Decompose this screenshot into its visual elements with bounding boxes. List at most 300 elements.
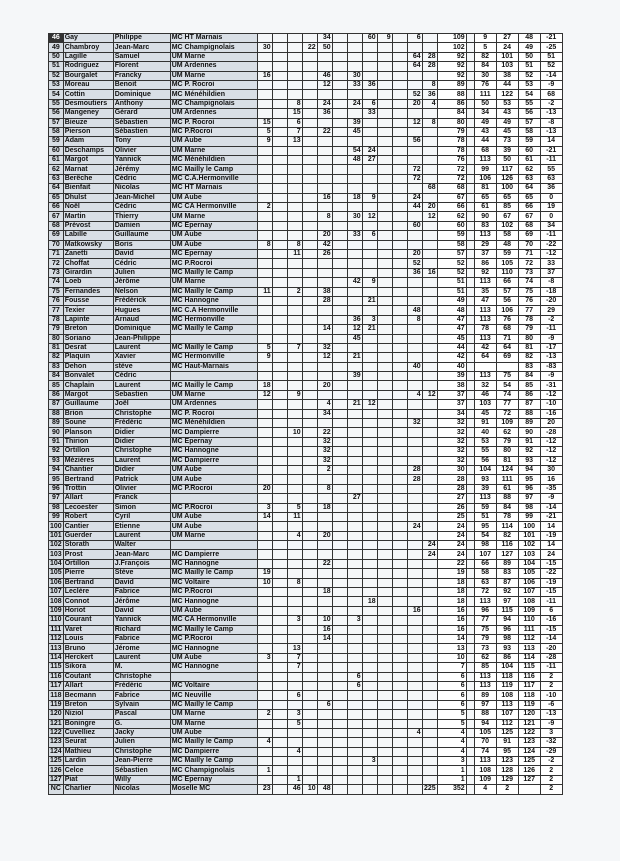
- table-row: [49, 184, 563, 193]
- score-cell: [392, 137, 407, 146]
- ranking-cell: -11: [540, 231, 562, 240]
- score-cell: [332, 503, 347, 512]
- score-cell: [272, 174, 287, 183]
- ranking-cell: 107: [496, 710, 518, 719]
- column-gap: [466, 588, 474, 597]
- score-cell: [392, 785, 407, 794]
- table-row: [49, 588, 563, 597]
- score-cell: [422, 156, 437, 165]
- score-cell: [377, 437, 392, 446]
- score-cell: 8: [422, 80, 437, 89]
- score-cell: [272, 165, 287, 174]
- table-row: [49, 785, 563, 794]
- score-cell: [287, 306, 302, 315]
- rank-cell: 54: [49, 90, 64, 99]
- score-cell: [257, 372, 272, 381]
- club-cell: MC Mailly le Camp: [170, 757, 257, 766]
- score-cell: 20: [407, 249, 422, 258]
- score-cell: [302, 419, 317, 428]
- club-cell: MC Mailly le Camp: [170, 268, 257, 277]
- score-cell: [317, 578, 332, 587]
- table-row: [49, 212, 563, 221]
- score-cell: [317, 165, 332, 174]
- total-cell: 32: [437, 437, 466, 446]
- table-row: [49, 456, 563, 465]
- score-cell: [392, 428, 407, 437]
- column-gap: [466, 578, 474, 587]
- score-cell: 10: [287, 428, 302, 437]
- name-cell: Guillaume: [63, 400, 113, 409]
- ranking-cell: 109: [474, 775, 496, 784]
- score-cell: [302, 390, 317, 399]
- score-cell: [407, 578, 422, 587]
- ranking-cell: 116: [496, 541, 518, 550]
- first-name-cell: Nelson: [113, 287, 170, 296]
- table-row: [49, 34, 563, 43]
- score-cell: [422, 287, 437, 296]
- score-cell: [362, 728, 377, 737]
- score-cell: [392, 118, 407, 127]
- name-cell: Allart: [63, 494, 113, 503]
- ranking-cell: 29: [474, 240, 496, 249]
- ranking-cell: -18: [540, 287, 562, 296]
- rank-cell: 57: [49, 118, 64, 127]
- club-cell: MC P.Rocroi: [170, 259, 257, 268]
- ranking-cell: 39: [496, 146, 518, 155]
- score-cell: [332, 99, 347, 108]
- ranking-cell: 2: [496, 785, 518, 794]
- score-cell: [392, 757, 407, 766]
- score-cell: [317, 663, 332, 672]
- score-cell: [377, 447, 392, 456]
- rank-cell: 109: [50, 607, 62, 615]
- ranking-cell: 108: [518, 597, 540, 606]
- score-cell: [332, 494, 347, 503]
- rank-cell: 98: [49, 503, 64, 512]
- score-cell: [332, 588, 347, 597]
- ranking-cell: 77: [474, 616, 496, 625]
- score-cell: [362, 165, 377, 174]
- ranking-cell: 106: [474, 174, 496, 183]
- score-cell: 48: [407, 306, 422, 315]
- score-cell: [422, 240, 437, 249]
- table-row: [49, 306, 563, 315]
- score-cell: 30: [257, 43, 272, 52]
- score-cell: [332, 52, 347, 61]
- name-cell: Pierre: [63, 569, 113, 578]
- table-row: [49, 268, 563, 277]
- column-gap: [466, 531, 474, 540]
- ranking-cell: 97: [518, 494, 540, 503]
- ranking-cell: 86: [518, 390, 540, 399]
- score-cell: [272, 728, 287, 737]
- score-cell: 6: [317, 700, 332, 709]
- score-cell: [332, 719, 347, 728]
- ranking-cell: 53: [474, 437, 496, 446]
- score-cell: 1: [287, 775, 302, 784]
- score-cell: [302, 653, 317, 662]
- score-cell: [422, 43, 437, 52]
- name-cell: Horiot: [63, 606, 113, 615]
- score-cell: [422, 475, 437, 484]
- score-cell: 34: [317, 34, 332, 43]
- score-cell: [422, 419, 437, 428]
- table-row: [49, 231, 563, 240]
- ranking-cell: 96: [518, 484, 540, 493]
- column-gap: [466, 616, 474, 625]
- score-cell: [377, 710, 392, 719]
- rank-cell: 61: [49, 156, 64, 165]
- score-cell: [377, 203, 392, 212]
- score-cell: [332, 512, 347, 521]
- score-cell: [272, 249, 287, 258]
- score-cell: 2: [317, 465, 332, 474]
- club-cell: MC P. Rocroi: [170, 409, 257, 418]
- ranking-cell: 76: [496, 315, 518, 324]
- rank-cell: 126: [50, 766, 62, 774]
- score-cell: [407, 109, 422, 118]
- score-cell: [362, 541, 377, 550]
- score-cell: 60: [362, 34, 377, 43]
- ranking-cell: 43: [496, 109, 518, 118]
- first-name-cell: Thierry: [113, 212, 170, 221]
- name-cell: Ortillon: [63, 447, 113, 456]
- table-row: [49, 62, 563, 71]
- score-cell: [392, 465, 407, 474]
- name-cell: Bieuze: [63, 118, 113, 127]
- first-name-cell: Jérôme: [113, 278, 170, 287]
- first-name-cell: Laurent: [113, 456, 170, 465]
- score-cell: [287, 71, 302, 80]
- score-cell: 14: [317, 325, 332, 334]
- column-gap: [466, 512, 474, 521]
- name-cell: Deschamps: [63, 146, 113, 155]
- score-cell: [302, 156, 317, 165]
- score-cell: [272, 437, 287, 446]
- ranking-cell: 79: [496, 437, 518, 446]
- score-cell: [302, 559, 317, 568]
- ranking-cell: 123: [496, 757, 518, 766]
- score-cell: [332, 522, 347, 531]
- name-cell: Bruno: [63, 644, 113, 653]
- rank-cell: 89: [49, 419, 64, 428]
- score-cell: [272, 372, 287, 381]
- ranking-cell: 75: [518, 287, 540, 296]
- ranking-cell: 2: [540, 775, 562, 784]
- club-cell: MC Epernay: [170, 437, 257, 446]
- table-row: [49, 625, 563, 634]
- ranking-cell: 55: [474, 447, 496, 456]
- score-cell: [392, 597, 407, 606]
- score-cell: [422, 644, 437, 653]
- score-cell: [302, 62, 317, 71]
- score-cell: [422, 672, 437, 681]
- score-cell: [332, 90, 347, 99]
- ranking-cell: 65: [474, 193, 496, 202]
- name-cell: Girardin: [63, 268, 113, 277]
- table-row: [49, 757, 563, 766]
- first-name-cell: David: [113, 578, 170, 587]
- score-cell: 20: [317, 381, 332, 390]
- score-cell: [317, 719, 332, 728]
- ranking-cell: 48: [518, 34, 540, 43]
- first-name-cell: Jean-Philippe: [113, 334, 170, 343]
- ranking-cell: 80: [496, 447, 518, 456]
- column-gap: [466, 306, 474, 315]
- score-cell: [332, 606, 347, 615]
- score-cell: [287, 700, 302, 709]
- ranking-cell: 44: [474, 137, 496, 146]
- score-cell: [302, 503, 317, 512]
- first-name-cell: Christophe: [113, 672, 170, 681]
- score-cell: 33: [347, 80, 362, 89]
- score-cell: [392, 437, 407, 446]
- total-cell: 10: [437, 653, 466, 662]
- score-cell: [362, 719, 377, 728]
- ranking-cell: 122: [518, 728, 540, 737]
- score-cell: [377, 644, 392, 653]
- first-name-cell: J.François: [113, 559, 170, 568]
- score-cell: [287, 34, 302, 43]
- ranking-cell: 126: [518, 766, 540, 775]
- score-cell: [317, 90, 332, 99]
- table-row: [49, 710, 563, 719]
- ranking-cell: 56: [518, 109, 540, 118]
- score-cell: 3: [362, 315, 377, 324]
- score-cell: 12: [422, 390, 437, 399]
- ranking-cell: 109: [518, 606, 540, 615]
- ranking-cell: 94: [518, 465, 540, 474]
- score-cell: [272, 80, 287, 89]
- score-cell: [392, 80, 407, 89]
- ranking-cell: -22: [540, 569, 562, 578]
- score-cell: 9: [257, 137, 272, 146]
- score-cell: [392, 71, 407, 80]
- score-cell: [302, 193, 317, 202]
- rank-cell: 116: [50, 672, 62, 680]
- ranking-cell: 78: [474, 325, 496, 334]
- score-cell: 6: [347, 681, 362, 690]
- ranking-cell: -14: [540, 635, 562, 644]
- table-row: [49, 353, 563, 362]
- score-cell: [257, 775, 272, 784]
- table-row: [49, 90, 563, 99]
- ranking-cell: -21: [540, 34, 562, 43]
- score-cell: [392, 334, 407, 343]
- score-cell: 15: [257, 118, 272, 127]
- score-cell: [317, 372, 332, 381]
- score-cell: [347, 512, 362, 521]
- score-cell: [272, 494, 287, 503]
- score-cell: [392, 43, 407, 52]
- score-cell: [272, 184, 287, 193]
- score-cell: [302, 99, 317, 108]
- score-cell: 2: [257, 710, 272, 719]
- score-cell: 36: [317, 109, 332, 118]
- first-name-cell: Sébastien: [113, 766, 170, 775]
- column-gap: [466, 80, 474, 89]
- score-cell: [362, 616, 377, 625]
- score-cell: [287, 400, 302, 409]
- score-cell: [287, 635, 302, 644]
- ranking-cell: -8: [540, 118, 562, 127]
- ranking-cell: 113: [496, 700, 518, 709]
- score-cell: [362, 738, 377, 747]
- total-cell: 1: [437, 775, 466, 784]
- name-cell: Bertrand: [63, 475, 113, 484]
- score-cell: [347, 597, 362, 606]
- score-cell: [287, 381, 302, 390]
- score-cell: 8: [287, 240, 302, 249]
- score-cell: [392, 635, 407, 644]
- score-cell: 21: [362, 296, 377, 305]
- score-cell: 16: [407, 606, 422, 615]
- score-cell: [377, 353, 392, 362]
- score-cell: 5: [257, 343, 272, 352]
- ranking-cell: 83: [518, 362, 540, 371]
- total-cell: 14: [437, 635, 466, 644]
- table-row: [49, 653, 563, 662]
- score-cell: [287, 625, 302, 634]
- score-cell: [272, 52, 287, 61]
- name-cell: Moreau: [63, 80, 113, 89]
- score-cell: [407, 672, 422, 681]
- column-gap: [466, 747, 474, 756]
- ranking-cell: 104: [518, 559, 540, 568]
- first-name-cell: Jean-Marc: [113, 43, 170, 52]
- club-cell: MC Mailly le Camp: [170, 625, 257, 634]
- score-cell: [422, 127, 437, 136]
- score-cell: [347, 447, 362, 456]
- club-cell: MC HT Marnais: [170, 34, 257, 43]
- score-cell: [272, 43, 287, 52]
- total-cell: 32: [437, 447, 466, 456]
- table-row: [49, 71, 563, 80]
- ranking-cell: 61: [474, 203, 496, 212]
- club-cell: MC Mailly le Camp: [170, 700, 257, 709]
- ranking-cell: 63: [540, 174, 562, 183]
- ranking-cell: 30: [474, 71, 496, 80]
- rank-cell: 101: [50, 531, 62, 539]
- rank-cell: 92: [49, 447, 64, 456]
- score-cell: [392, 663, 407, 672]
- score-cell: [347, 606, 362, 615]
- score-cell: [257, 728, 272, 737]
- total-cell: 6: [437, 700, 466, 709]
- ranking-cell: 113: [474, 306, 496, 315]
- total-cell: 352: [437, 785, 466, 794]
- score-cell: [377, 728, 392, 737]
- ranking-cell: 117: [518, 681, 540, 690]
- score-cell: [377, 541, 392, 550]
- score-cell: [422, 259, 437, 268]
- score-cell: 52: [407, 259, 422, 268]
- score-cell: [392, 681, 407, 690]
- score-cell: [317, 606, 332, 615]
- score-cell: 39: [347, 372, 362, 381]
- score-cell: [272, 775, 287, 784]
- column-gap: [466, 663, 474, 672]
- score-cell: [377, 512, 392, 521]
- score-cell: [377, 719, 392, 728]
- score-cell: 7: [287, 653, 302, 662]
- score-cell: [257, 700, 272, 709]
- score-cell: [422, 400, 437, 409]
- score-cell: [272, 34, 287, 43]
- ranking-cell: 67: [518, 212, 540, 221]
- column-gap: [466, 381, 474, 390]
- score-cell: [317, 757, 332, 766]
- score-cell: [407, 127, 422, 136]
- total-cell: 92: [437, 62, 466, 71]
- score-cell: [332, 278, 347, 287]
- score-cell: [377, 757, 392, 766]
- first-name-cell: Jérome: [113, 644, 170, 653]
- score-cell: 6: [407, 34, 422, 43]
- score-cell: [362, 287, 377, 296]
- score-cell: [347, 484, 362, 493]
- score-cell: [257, 212, 272, 221]
- club-cell: MC Epernay: [170, 775, 257, 784]
- score-cell: 18: [317, 588, 332, 597]
- score-cell: [257, 278, 272, 287]
- score-cell: [287, 259, 302, 268]
- score-cell: [422, 728, 437, 737]
- column-gap: [466, 34, 474, 43]
- ranking-cell: 43: [474, 127, 496, 136]
- club-cell: [170, 541, 257, 550]
- ranking-cell: 113: [474, 372, 496, 381]
- score-cell: [272, 747, 287, 756]
- score-cell: [317, 278, 332, 287]
- rank-cell: 123: [50, 738, 62, 746]
- club-cell: MC P.Rocroi: [170, 588, 257, 597]
- first-name-cell: Xavier: [113, 353, 170, 362]
- ranking-cell: -12: [540, 456, 562, 465]
- score-cell: [422, 381, 437, 390]
- score-cell: 24: [362, 146, 377, 155]
- first-name-cell: Cédric: [113, 372, 170, 381]
- score-cell: [407, 503, 422, 512]
- score-cell: [302, 588, 317, 597]
- score-cell: [347, 343, 362, 352]
- total-cell: 34: [437, 409, 466, 418]
- score-cell: [407, 212, 422, 221]
- first-name-cell: Fabrice: [113, 635, 170, 644]
- score-cell: [377, 494, 392, 503]
- score-cell: [317, 203, 332, 212]
- score-cell: [257, 531, 272, 540]
- ranking-cell: 98: [518, 503, 540, 512]
- club-cell: UM Aube: [170, 653, 257, 662]
- club-cell: MC Mailly le Camp: [170, 738, 257, 747]
- score-cell: [317, 747, 332, 756]
- rank-cell: 55: [49, 99, 64, 108]
- score-cell: [302, 80, 317, 89]
- score-cell: [332, 541, 347, 550]
- rank-cell: 99: [49, 512, 64, 521]
- score-cell: [257, 325, 272, 334]
- score-cell: [377, 137, 392, 146]
- name-cell: Soriano: [63, 334, 113, 343]
- score-cell: [302, 719, 317, 728]
- rank-cell: 84: [49, 372, 64, 381]
- score-cell: [422, 747, 437, 756]
- score-cell: [317, 315, 332, 324]
- ranking-cell: 49: [474, 118, 496, 127]
- ranking-cell: 89: [474, 691, 496, 700]
- total-cell: 24: [437, 541, 466, 550]
